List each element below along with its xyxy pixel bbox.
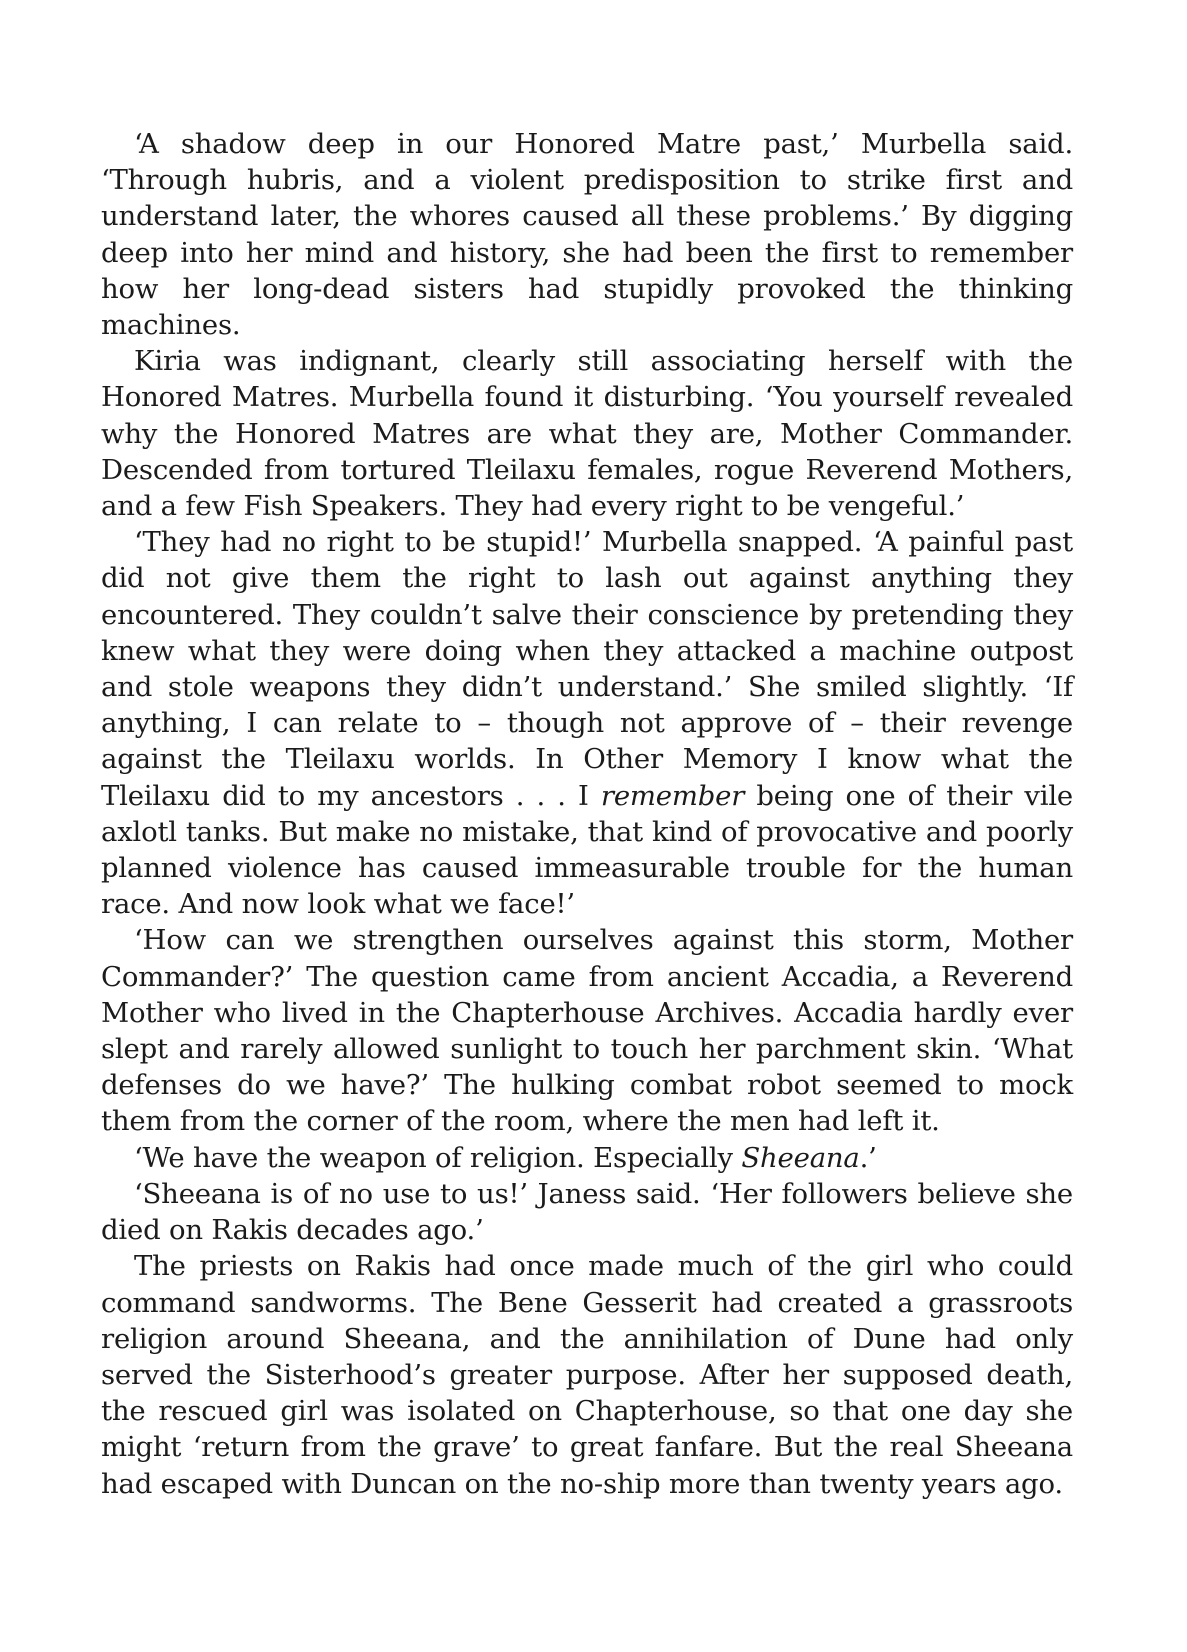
- body-text: [101, 126, 1073, 1502]
- emphasis-text: Sheeana: [741, 1141, 860, 1174]
- paragraph-1: [101, 126, 1073, 343]
- paragraph-text: being one of their vile axlotl tanks. But make no mistake, that kind of provocative and poorly planned violence has caused immeasurable trouble for the human race. And now look what we face!’: [101, 779, 1073, 921]
- paragraph-7: [101, 1248, 1073, 1501]
- paragraph-text: ‘We have the weapon of religion. Especially: [134, 1141, 742, 1174]
- paragraph-4: [101, 922, 1073, 1139]
- paragraph-text: ‘A shadow deep in our Honored Matre past,’ Murbella said. ‘Through hubris, and a violent predisposition to strike first and understand later, the whores caused all these problems.’ By digging deep into her mind and history, she had been the first to remember how her long-dead sisters had stupidly provoked the thinking machines.: [101, 128, 1073, 342]
- paragraph-text: ‘They had no right to be stupid!’ Murbella snapped. ‘A painful past did not give them the right to lash out against anything they encountered. They couldn’t salve their conscience by pretending they knew what they were doing when they attacked a machine outpost and stole weapons they didn’t understand.’ She smiled slightly. ‘If anything, I can relate to – though not approve of – their revenge against the Tleilaxu worlds. In Other Memory I know what the Tleilaxu did to my ancestors . . . I: [101, 526, 1073, 812]
- paragraph-5: [101, 1140, 1073, 1176]
- paragraph-2: [101, 343, 1073, 524]
- paragraph-6: [101, 1176, 1073, 1248]
- paragraph-text: The priests on Rakis had once made much of the girl who could command sandworms. The Bene Gesserit had created a grassroots religion around Sheeana, and the annihilation of Dune had only served the Sisterhood’s greater purpose. After her supposed death, the rescued girl was isolated on Chapterhouse, so that one day she might ‘return from the grave’ to great fanfare. But the real Sheeana had escaped with Duncan on the no-ship more than twenty years ago.: [101, 1250, 1073, 1500]
- paragraph-3: [101, 524, 1073, 922]
- paragraph-text: ‘How can we strengthen ourselves against this storm, Mother Commander?’ The question came from ancient Accadia, a Reverend Mother who lived in the Chapterhouse Archives. Accadia hardly ever slept and rarely allowed sunlight to touch her parchment skin. ‘What defenses do we have?’ The hulking combat robot seemed to mock them from the corner of the room, where the men had left it.: [101, 924, 1073, 1138]
- paragraph-text: ‘Sheeana is of no use to us!’ Janess said. ‘Her followers believe she died on Rakis decades ago.’: [101, 1177, 1073, 1247]
- emphasis-text: remember: [600, 779, 745, 812]
- paragraph-text: .’: [859, 1141, 877, 1174]
- paragraph-text: Kiria was indignant, clearly still associating herself with the Honored Matres. Murbella found it disturbing. ‘You yourself revealed why the Honored Matres are what they are, Mother Commander. Descended from tortured Tleilaxu females, rogue Reverend Mothers, and a few Fish Speakers. They had every right to be vengeful.’: [101, 345, 1073, 523]
